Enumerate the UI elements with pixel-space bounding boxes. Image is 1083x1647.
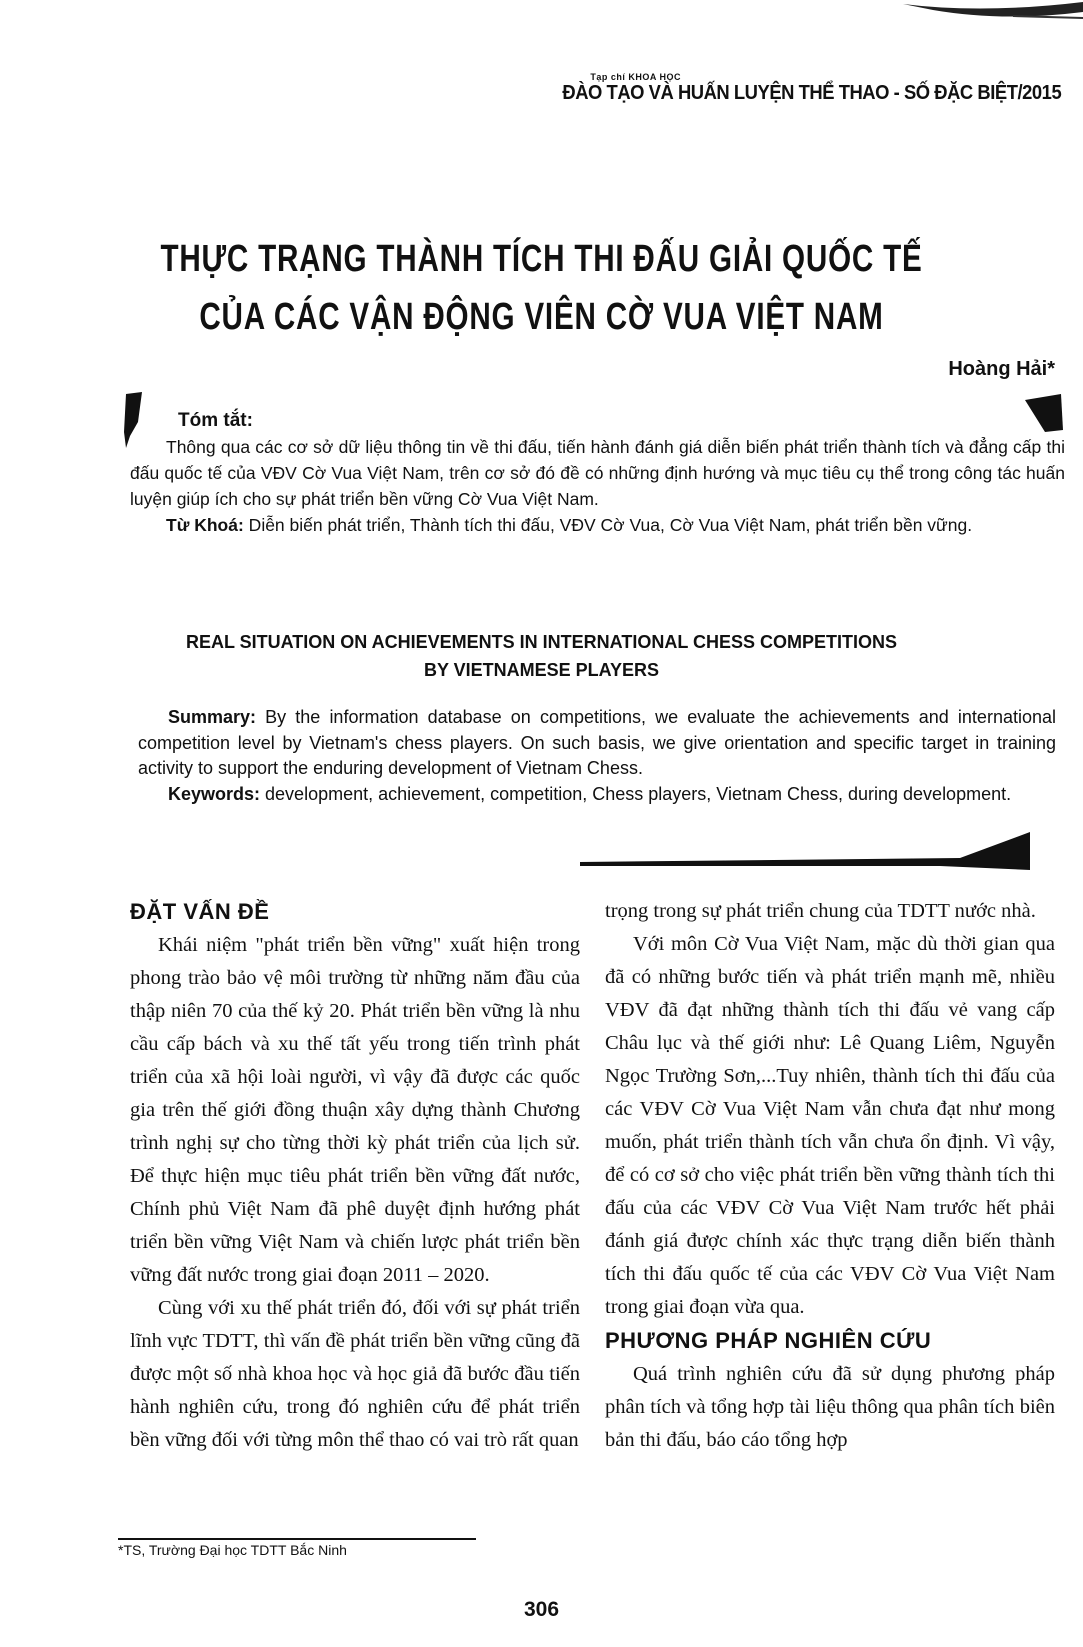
title-line-1: THỰC TRẠNG THÀNH TÍCH THI ĐẤU GIẢI QUỐC TẾ (160, 238, 923, 280)
english-title (0, 628, 1083, 684)
abstract-text: Thông qua các cơ sở dữ liệu thông tin về thi đấu, tiến hành đánh giá diễn biến phát triển thành tích và đẳng cấp thi đấu quốc tế của VĐV Cờ Vua Việt Nam, trên cơ sở đó đề có những định hướng và mục tiêu cụ thể trong công tác huấn luyện giúp ích cho sự phát triển bền vững Cờ Vua Việt Nam. (130, 437, 1065, 509)
masthead-title: ĐÀO TẠO VÀ HUẤN LUYỆN THỂ THAO - SỐ ĐẶC BIỆT/2015 (562, 82, 1061, 104)
english-keywords (138, 782, 1056, 808)
section-heading-methods: PHƯƠNG PHÁP NGHIÊN CỨU (605, 1328, 932, 1353)
summary-text: By the information database on competitions, we evaluate the achievements and international competition level by Vietnam's chess players. On such basis, we give orientation and specific target in training activity to support the enduring development of Vietnam Chess. (138, 707, 1056, 778)
section-heading-intro: ĐẶT VẤN ĐỀ (130, 899, 270, 924)
abstract-keywords (130, 512, 1065, 538)
body-paragraph-3: trọng trong sự phát triển chung của TDTT nước nhà. (605, 900, 1036, 922)
body-column-right (605, 895, 1055, 1457)
vietnamese-abstract (130, 408, 1065, 538)
footnote-rule (118, 1538, 476, 1540)
body-paragraph-4: Với môn Cờ Vua Việt Nam, mặc dù thời gian qua đã có những bước tiến và phát triển mạnh mẽ, nhiều VĐV đã đạt những thành tích thi đấu vẻ vang cấp Châu lục và thế giới như: Lê Quang Liêm, Nguyễn Ngọc Trường Sơn,...Tuy nhiên, thành tích thi đấu của các VĐV Cờ Vua Việt Nam vẫn chưa đạt như mong muốn, phát triển thành tích vẫn chưa ổn định. Vì vậy, để có cơ sở cho việc phát triển bền vững thành tích thi đấu của các VĐV Cờ Vua Việt Nam trước hết phải đánh giá được chính xác thực trạng diễn biến thành tích thi đấu quốc tế của các VĐV Cờ Vua Việt Nam trong giai đoạn vừa qua. (605, 933, 1055, 1318)
english-keywords-text: development, achievement, competition, Chess players, Vietnam Chess, during development. (260, 783, 1012, 804)
title-line-2: CỦA CÁC VẬN ĐỘNG VIÊN CỜ VUA VIỆT NAM (199, 296, 884, 338)
keywords-label: Từ Khoá: (166, 515, 244, 535)
body-paragraph-1: Khái niệm "phát triển bền vững" xuất hiện trong phong trào bảo vệ môi trường từ những năm đầu của thập niên 70 của thế kỷ 20. Phát triển bền vững là nhu cầu cấp bách và xu thế tất yếu trong tiến trình phát triển của xã hội loài người, vì vậy đã được các quốc gia trên thế giới đồng thuận xây dựng thành Chương trình nghị sự cho từng thời kỳ phát triển của lịch sử. Để thực hiện mục tiêu phát triển bền vững đất nước, Chính phủ Việt Nam đã phê duyệt định hướng phát triển bền vững Việt Nam và chiến lược phát triển bền vững đất nước trong giai đoạn 2011 – 2020. (130, 934, 580, 1286)
page-number: 306 (523, 1598, 560, 1621)
english-title-line-2: BY VIETNAMESE PLAYERS (423, 660, 660, 680)
english-summary (138, 705, 1056, 807)
article-title (0, 230, 1083, 346)
summary-label: Summary: (168, 707, 257, 727)
summary-paragraph (138, 705, 1056, 782)
abstract-heading: Tóm tắt: (178, 410, 253, 431)
body-paragraph-2: Cùng với xu thế phát triển đó, đối với sự phát triển lĩnh vực TDTT, thì vấn đề phát triển bền vững cũng đã được một số nhà khoa học và học giả đã bước đầu tiến hành nghiên cứu, trong đó nghiên cứu để phát triển bền vững đối với từng môn thể thao có vai trò rất quan (130, 1297, 580, 1451)
body-column-left (130, 895, 580, 1457)
masthead-small: Tạp chí KHOA HỌC (590, 72, 681, 82)
author: Hoàng Hải* (948, 358, 1055, 380)
body-paragraph-5: Quá trình nghiên cứu đã sử dụng phương pháp phân tích và tổng hợp tài liệu thông qua phân tích biên bản thi đấu, báo cáo tổng hợp (605, 1363, 1055, 1451)
english-title-line-1: REAL SITUATION ON ACHIEVEMENTS IN INTERNATIONAL CHESS COMPETITIONS (185, 632, 898, 652)
keywords-text: Diễn biến phát triển, Thành tích thi đấu, VĐV Cờ Vua, Cờ Vua Việt Nam, phát triển bền vững. (243, 515, 973, 535)
footnote: *TS, Trường Đại học TDTT Bắc Ninh (118, 1542, 347, 1558)
decorative-rule (560, 832, 1030, 872)
scan-artifact (783, 0, 1083, 40)
journal-masthead (519, 72, 1061, 105)
english-keywords-label: Keywords: (168, 783, 261, 804)
